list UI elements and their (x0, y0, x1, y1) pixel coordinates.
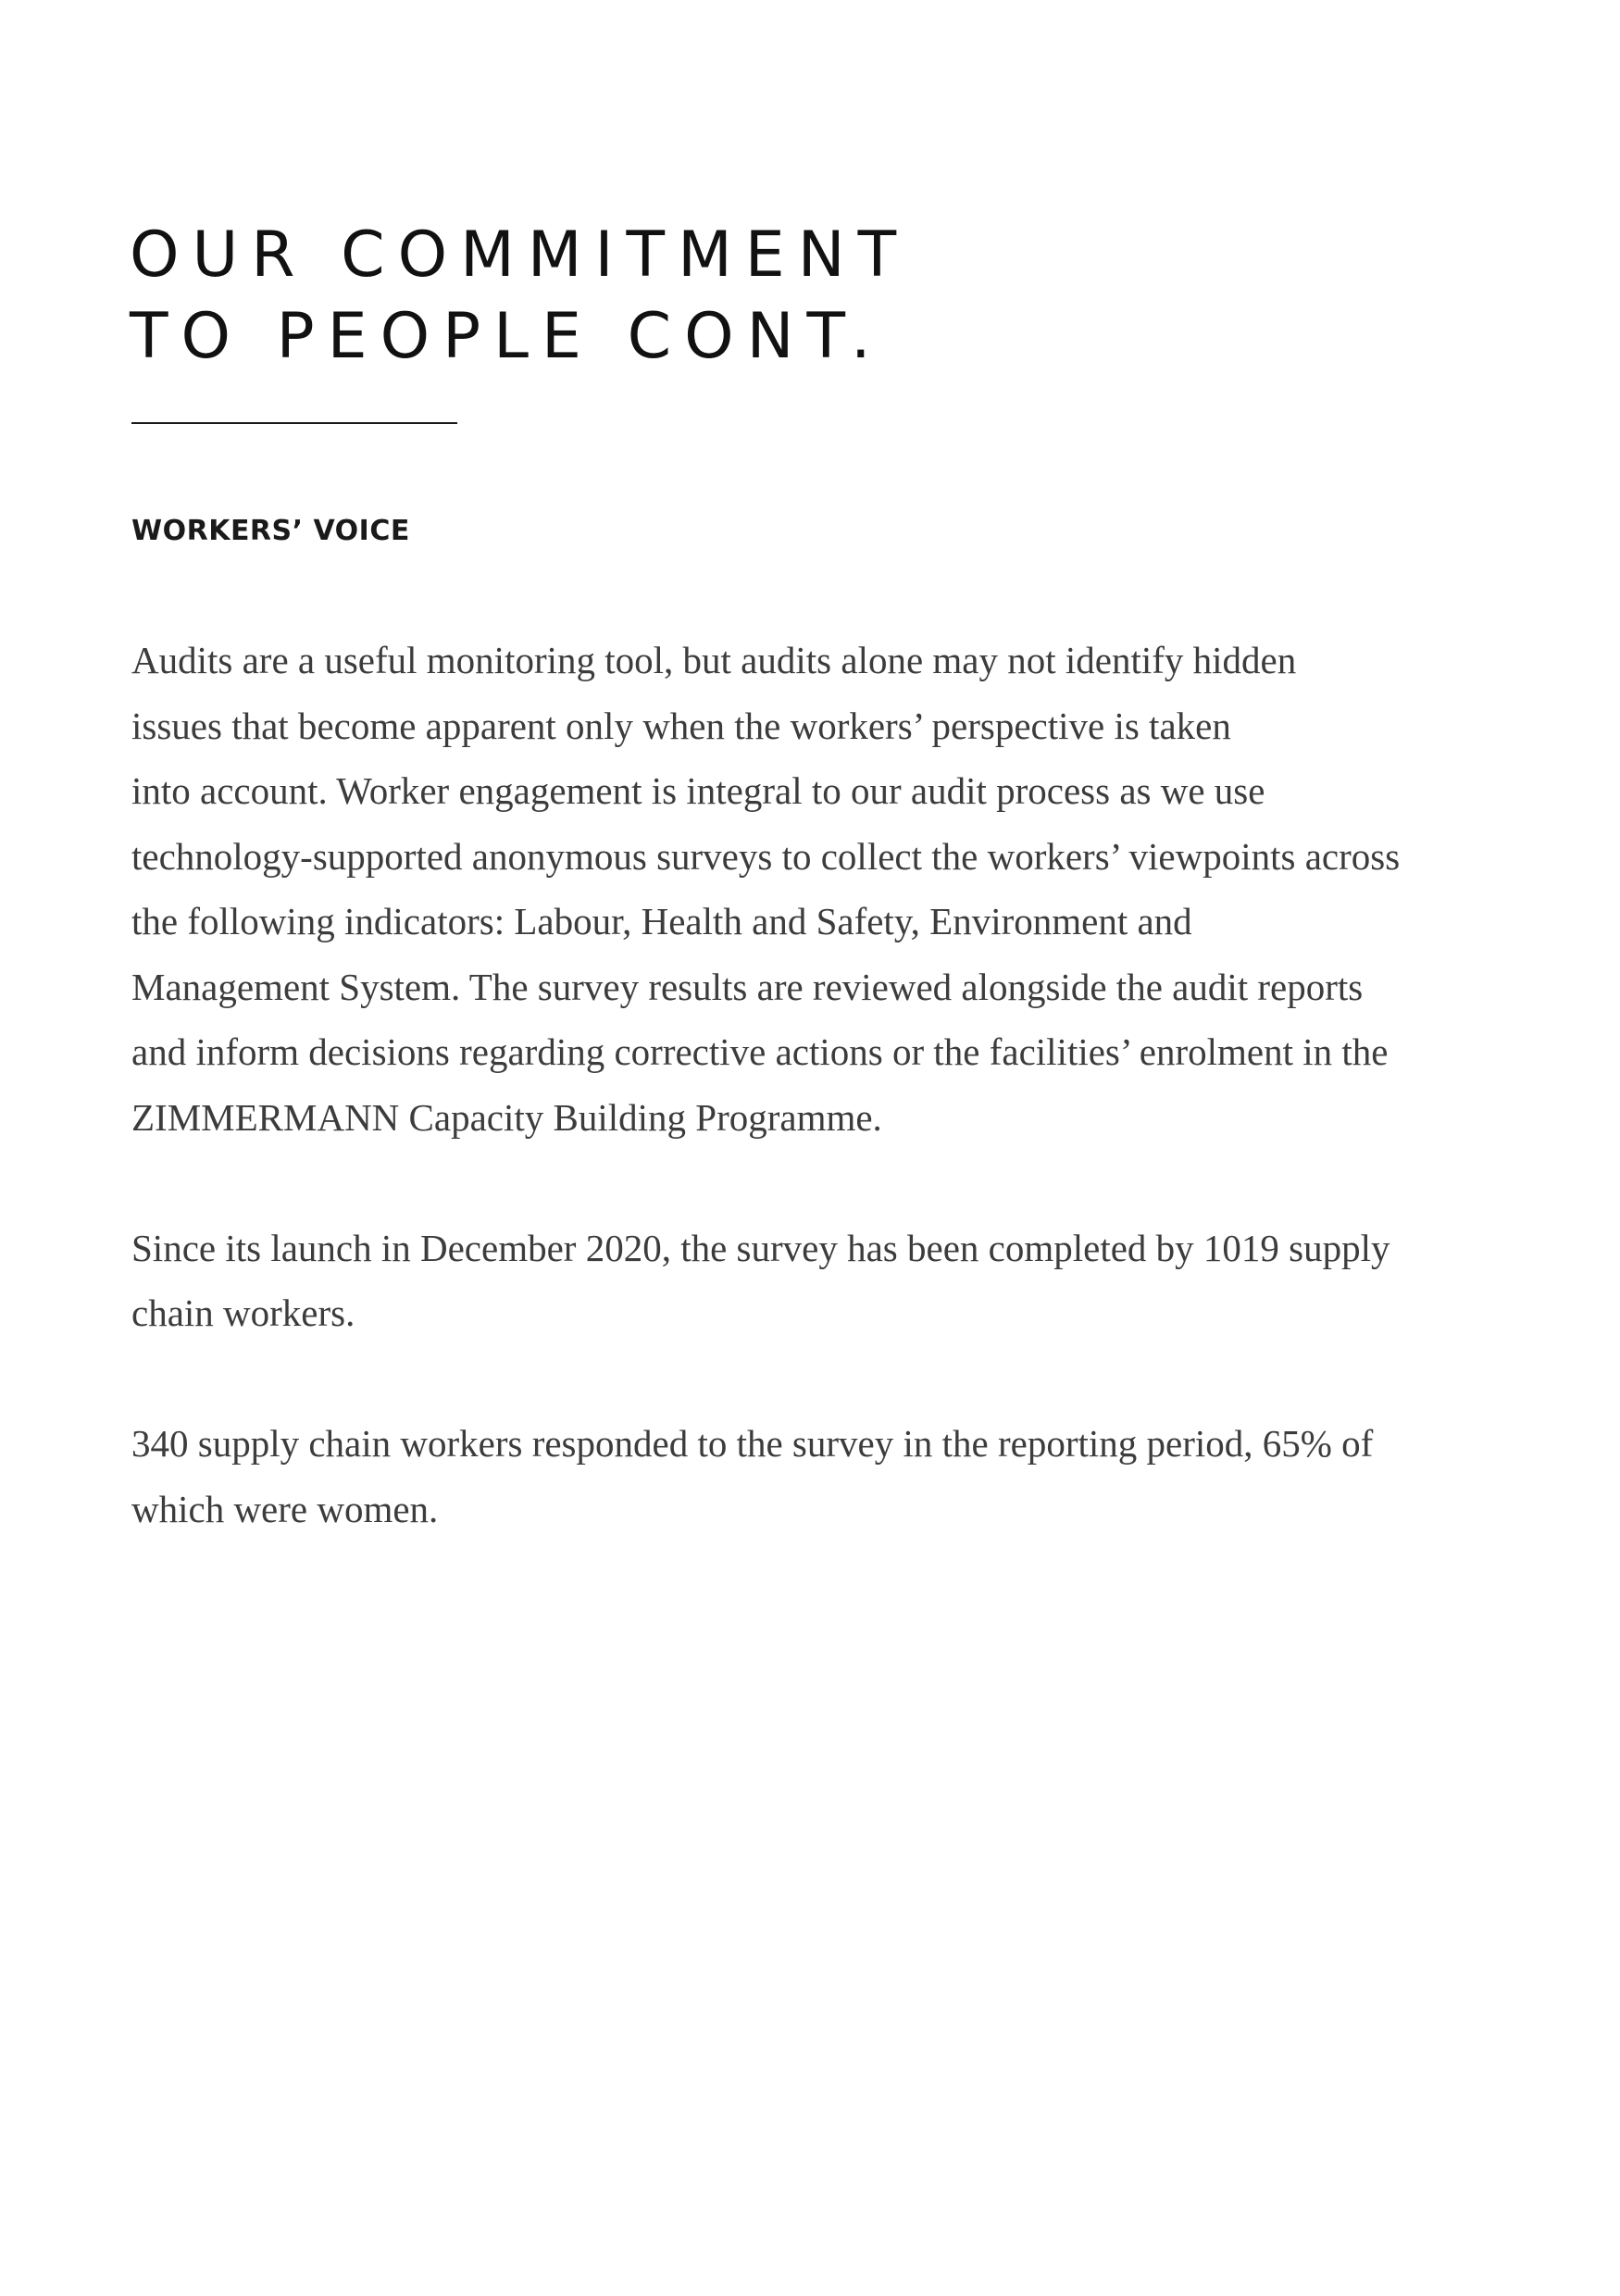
text-line: chain workers. (131, 1292, 355, 1334)
text-line: and inform decisions regarding corrective actions or the facilities’ enrolment in the (131, 1030, 1389, 1073)
section-heading: WORKERS’ VOICE (131, 515, 410, 547)
page-title-line-1: OUR COMMITMENT (130, 218, 910, 292)
text-line: the following indicators: Labour, Health and Safety, Environment and (131, 900, 1192, 942)
page-title (130, 215, 1240, 378)
text-line: Audits are a useful monitoring tool, but audits alone may not identify hidden (131, 639, 1297, 681)
paragraph-survey-launch (131, 1216, 1502, 1346)
title-divider (131, 422, 457, 424)
page-title-line-2: TO PEOPLE CONT. (130, 300, 884, 373)
text-line: 340 supply chain workers responded to the survey in the reporting period, 65% of (131, 1422, 1374, 1465)
text-line: ZIMMERMANN Capacity Building Programme. (131, 1095, 882, 1139)
text-line: Management System. The survey results are reviewed alongside the audit reports (131, 965, 1364, 1008)
paragraph-survey-responses (131, 1411, 1502, 1541)
body-text (131, 628, 1502, 1607)
text-line: technology-supported anonymous surveys to collect the workers’ viewpoints across (131, 834, 1401, 878)
text-line: into account. Worker engagement is integral to our audit process as we use (131, 769, 1265, 812)
text-line: which were women. (131, 1487, 439, 1530)
text-line: Since its launch in December 2020, the survey has been completed by 1019 supply (131, 1226, 1390, 1269)
paragraph-audits (131, 628, 1502, 1150)
text-line: issues that become apparent only when the workers’ perspective is taken (131, 704, 1231, 747)
